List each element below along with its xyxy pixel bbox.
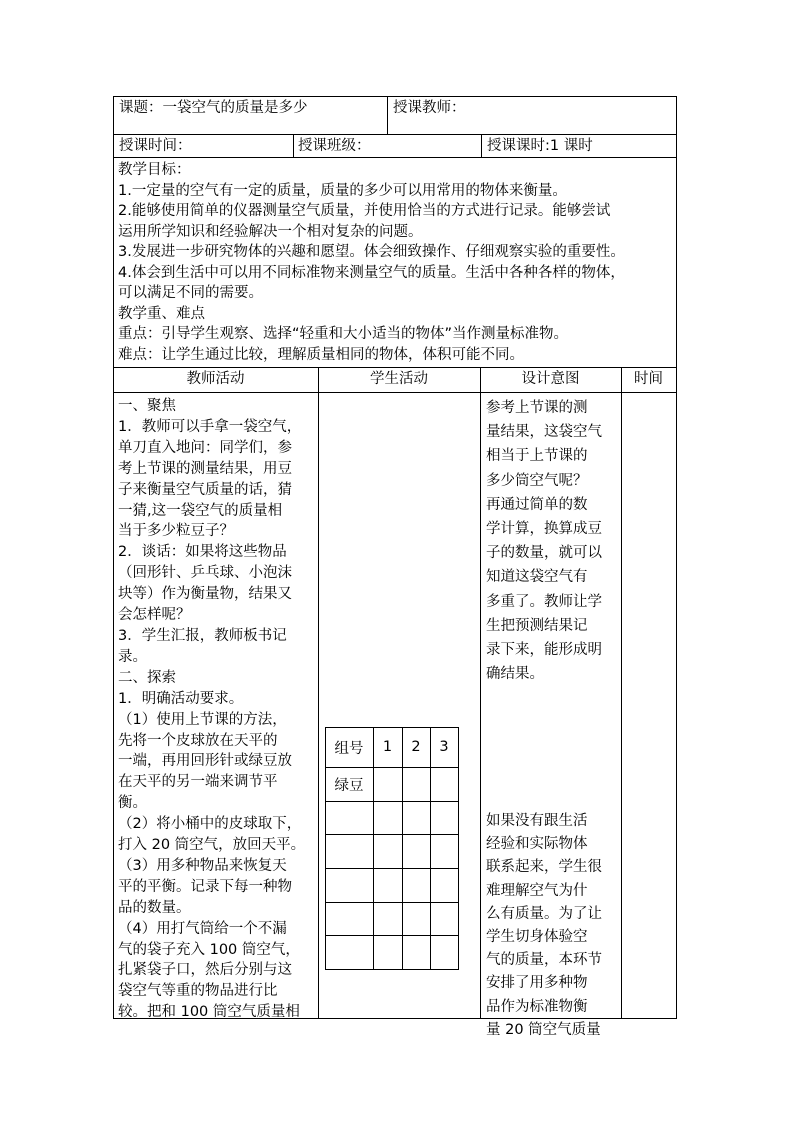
hours-label: 授课课时:1 课时 [487, 138, 593, 154]
teacher-activity-line: （1）使用上节课的方法， [118, 711, 287, 728]
objectives-title: 教学目标： [118, 162, 191, 178]
record-table-cell [373, 868, 402, 902]
teacher-activity-line: 块等）作为衡量物，结果又 [118, 586, 292, 603]
design-intent-line: 知道这袋空气有 [486, 569, 588, 586]
border-v-col3 [621, 367, 622, 1019]
record-table-header-cell: 1 [382, 739, 393, 755]
teacher-activity-line: 品的数量。 [118, 899, 191, 916]
col-header-time: 时间 [634, 371, 663, 387]
teacher-activity-line: 二、探索 [118, 669, 176, 686]
teacher-activity-line: 打入 20 筒空气，放回天平。 [118, 837, 306, 854]
teacher-activity-line: 2．谈话：如果将这些物品 [118, 544, 287, 561]
record-table-cell [325, 935, 373, 969]
record-table-cell [430, 868, 458, 902]
design-intent-line: 多重了。教师让学 [486, 593, 602, 610]
design-intent-line: 么有质量。为了让 [486, 905, 602, 922]
teacher-activity-line: 当于多少粒豆子？ [118, 523, 234, 540]
design-intent-line: 参考上节课的测 [486, 400, 588, 416]
key-points-title: 教学重、难点 [118, 305, 205, 322]
border-row1 [113, 134, 677, 135]
record-table-cell [402, 801, 430, 834]
teacher-activity-line: （4）用打气筒给一个不漏 [118, 920, 287, 937]
border-v-col1 [318, 367, 319, 1019]
objective-line: 2.能够使用简单的仪器测量空气质量，并使用恰当的方式进行记录。能够尝试 [118, 203, 611, 219]
border-v-time [293, 134, 294, 157]
record-table-cell [373, 935, 402, 969]
col-header-teacher: 教师活动 [186, 371, 245, 387]
record-table-cell [325, 834, 373, 868]
design-intent-line: 多少筒空气呢？ [486, 472, 588, 489]
record-table-cell [325, 868, 373, 902]
teacher-activity-line: （3）用多种物品来恢复天 [118, 857, 287, 874]
design-intent-line: 量 20 筒空气质量 [486, 1021, 601, 1038]
teacher-activity-line: 录。 [118, 648, 147, 665]
record-table-cell [430, 767, 458, 801]
record-table-cell [325, 801, 373, 834]
record-table-cell [402, 767, 430, 801]
teacher-activity-line: （2）将小桶中的皮球取下， [118, 816, 302, 833]
design-intent-line: 安排了用多种物 [486, 975, 588, 992]
border-row2 [113, 157, 677, 158]
objective-line: 4.体会到生活中可以用不同标准物来测量空气的质量。生活中各种各样的物体， [118, 264, 625, 281]
time-label: 授课时间： [119, 138, 192, 154]
design-intent-line: 学生切身体验空 [486, 929, 588, 946]
teacher-label: 授课教师： [393, 100, 466, 116]
col-header-student: 学生活动 [370, 371, 428, 387]
record-table-cell [430, 834, 458, 868]
record-table-cell: 绿豆 [334, 777, 364, 794]
teacher-activity [118, 396, 316, 1023]
border-row3 [113, 367, 677, 368]
record-table-cell [430, 935, 458, 969]
border-row4 [113, 392, 677, 393]
teacher-activity-line: 一猜,这一袋空气的质量相 [118, 502, 283, 519]
design-intent-line: 学计算，换算成豆 [486, 521, 602, 538]
record-table-header-cell: 2 [411, 739, 421, 755]
record-table-cell [430, 902, 458, 935]
teacher-activity-line: 一、聚焦 [118, 398, 176, 414]
teacher-activity-line: 会怎样呢？ [118, 607, 191, 624]
difficult-point: 难点：让学生通过比较，理解质量相同的物体，体积可能不同。 [118, 346, 524, 363]
record-table-hline [325, 969, 459, 970]
border-v-class [481, 134, 482, 157]
objective-line: 运用所学知识和经验解决一个相对复杂的问题。 [118, 223, 423, 240]
border-top [113, 96, 677, 97]
objective-line: 1.一定量的空气有一定的质量，质量的多少可以用常用的物体来衡量。 [118, 182, 567, 199]
design-intent-line: 再通过简单的数 [486, 496, 588, 513]
record-table-cell [402, 834, 430, 868]
record-table-cell [373, 801, 402, 834]
teacher-activity-line: 先将一个皮球放在天平的 [118, 732, 278, 749]
teacher-activity-line: 3．学生汇报，教师板书记 [118, 627, 287, 644]
design-intent-line: 录下来，能形成明 [486, 642, 602, 659]
record-table-cell [373, 902, 402, 935]
record-table-cell [402, 935, 430, 969]
lesson-topic: 课题：一袋空气的质量是多少 [119, 100, 308, 116]
key-point: 重点：引导学生观察、选择“轻重和大小适当的物体”当作测量标准物。 [118, 326, 569, 342]
record-table-vline [458, 727, 459, 970]
record-table-header-cell: 组号 [334, 740, 364, 757]
teacher-activity-line: 较。把和 100 筒空气质量相 [118, 1004, 300, 1021]
col-header-design: 设计意图 [521, 371, 580, 387]
record-table-cell [325, 902, 373, 935]
objectives-block [118, 160, 674, 365]
teacher-activity-line: 扎紧袋子口，然后分别与这 [118, 962, 292, 979]
teacher-activity-line: 在天平的另一端来调节平 [118, 774, 278, 791]
design-intent-part1 [486, 396, 620, 686]
teacher-activity-line: 子来衡量空气质量的话，猜 [118, 481, 292, 498]
teacher-activity-line: 一端，再用回形针或绿豆放 [118, 753, 292, 770]
design-intent-line: 相当于上节课的 [486, 448, 588, 465]
design-intent-line: 品作为标准物衡 [486, 998, 588, 1015]
border-left [113, 96, 114, 1019]
record-table-cell [430, 801, 458, 834]
design-intent-line: 气的质量，本环节 [486, 952, 602, 969]
teacher-activity-line: 袋空气等重的物品进行比 [118, 983, 278, 1000]
record-table-header-cell: 3 [439, 739, 449, 755]
teacher-activity-line: 平的平衡。记录下每一种物 [118, 878, 292, 895]
teacher-activity-line: 衡。 [118, 795, 147, 812]
objective-line: 3.发展进一步研究物体的兴趣和愿望。体会细致操作、仔细观察实验的重要性。 [118, 244, 625, 260]
design-intent-line: 子的数量，就可以 [486, 545, 602, 562]
design-intent-line: 如果没有跟生活 [486, 813, 588, 829]
design-intent-line: 联系起来，学生很 [486, 859, 602, 876]
objective-line: 可以满足不同的需要。 [118, 285, 263, 301]
border-right [676, 96, 677, 1019]
teacher-activity-line: 单刀直入地问：同学们，参 [118, 439, 292, 456]
design-intent-line: 难理解空气为什 [486, 882, 588, 899]
design-intent-line: 生把预测结果记 [486, 617, 588, 634]
border-v-col2 [480, 367, 481, 1019]
design-intent-line: 经验和实际物体 [486, 836, 588, 853]
record-table-cell [402, 868, 430, 902]
class-label: 授课班级： [298, 138, 371, 154]
design-intent-line: 确结果。 [486, 666, 544, 683]
teacher-activity-line: 1．明确活动要求。 [118, 690, 244, 707]
teacher-activity-line: 1．教师可以手拿一袋空气， [118, 418, 302, 435]
teacher-activity-line: 气的袋子充入 100 筒空气， [118, 941, 300, 958]
design-intent-line: 量结果，这袋空气 [486, 424, 602, 441]
record-table-cell [373, 834, 402, 868]
teacher-activity-line: （回形针、乒乓球、小泡沫 [118, 565, 292, 582]
record-table [325, 727, 458, 969]
record-table-cell [373, 767, 402, 801]
teacher-activity-line: 考上节课的测量结果，用豆 [118, 460, 292, 477]
design-intent-part2 [486, 810, 620, 1042]
border-v-topic [387, 96, 388, 134]
record-table-cell [402, 902, 430, 935]
